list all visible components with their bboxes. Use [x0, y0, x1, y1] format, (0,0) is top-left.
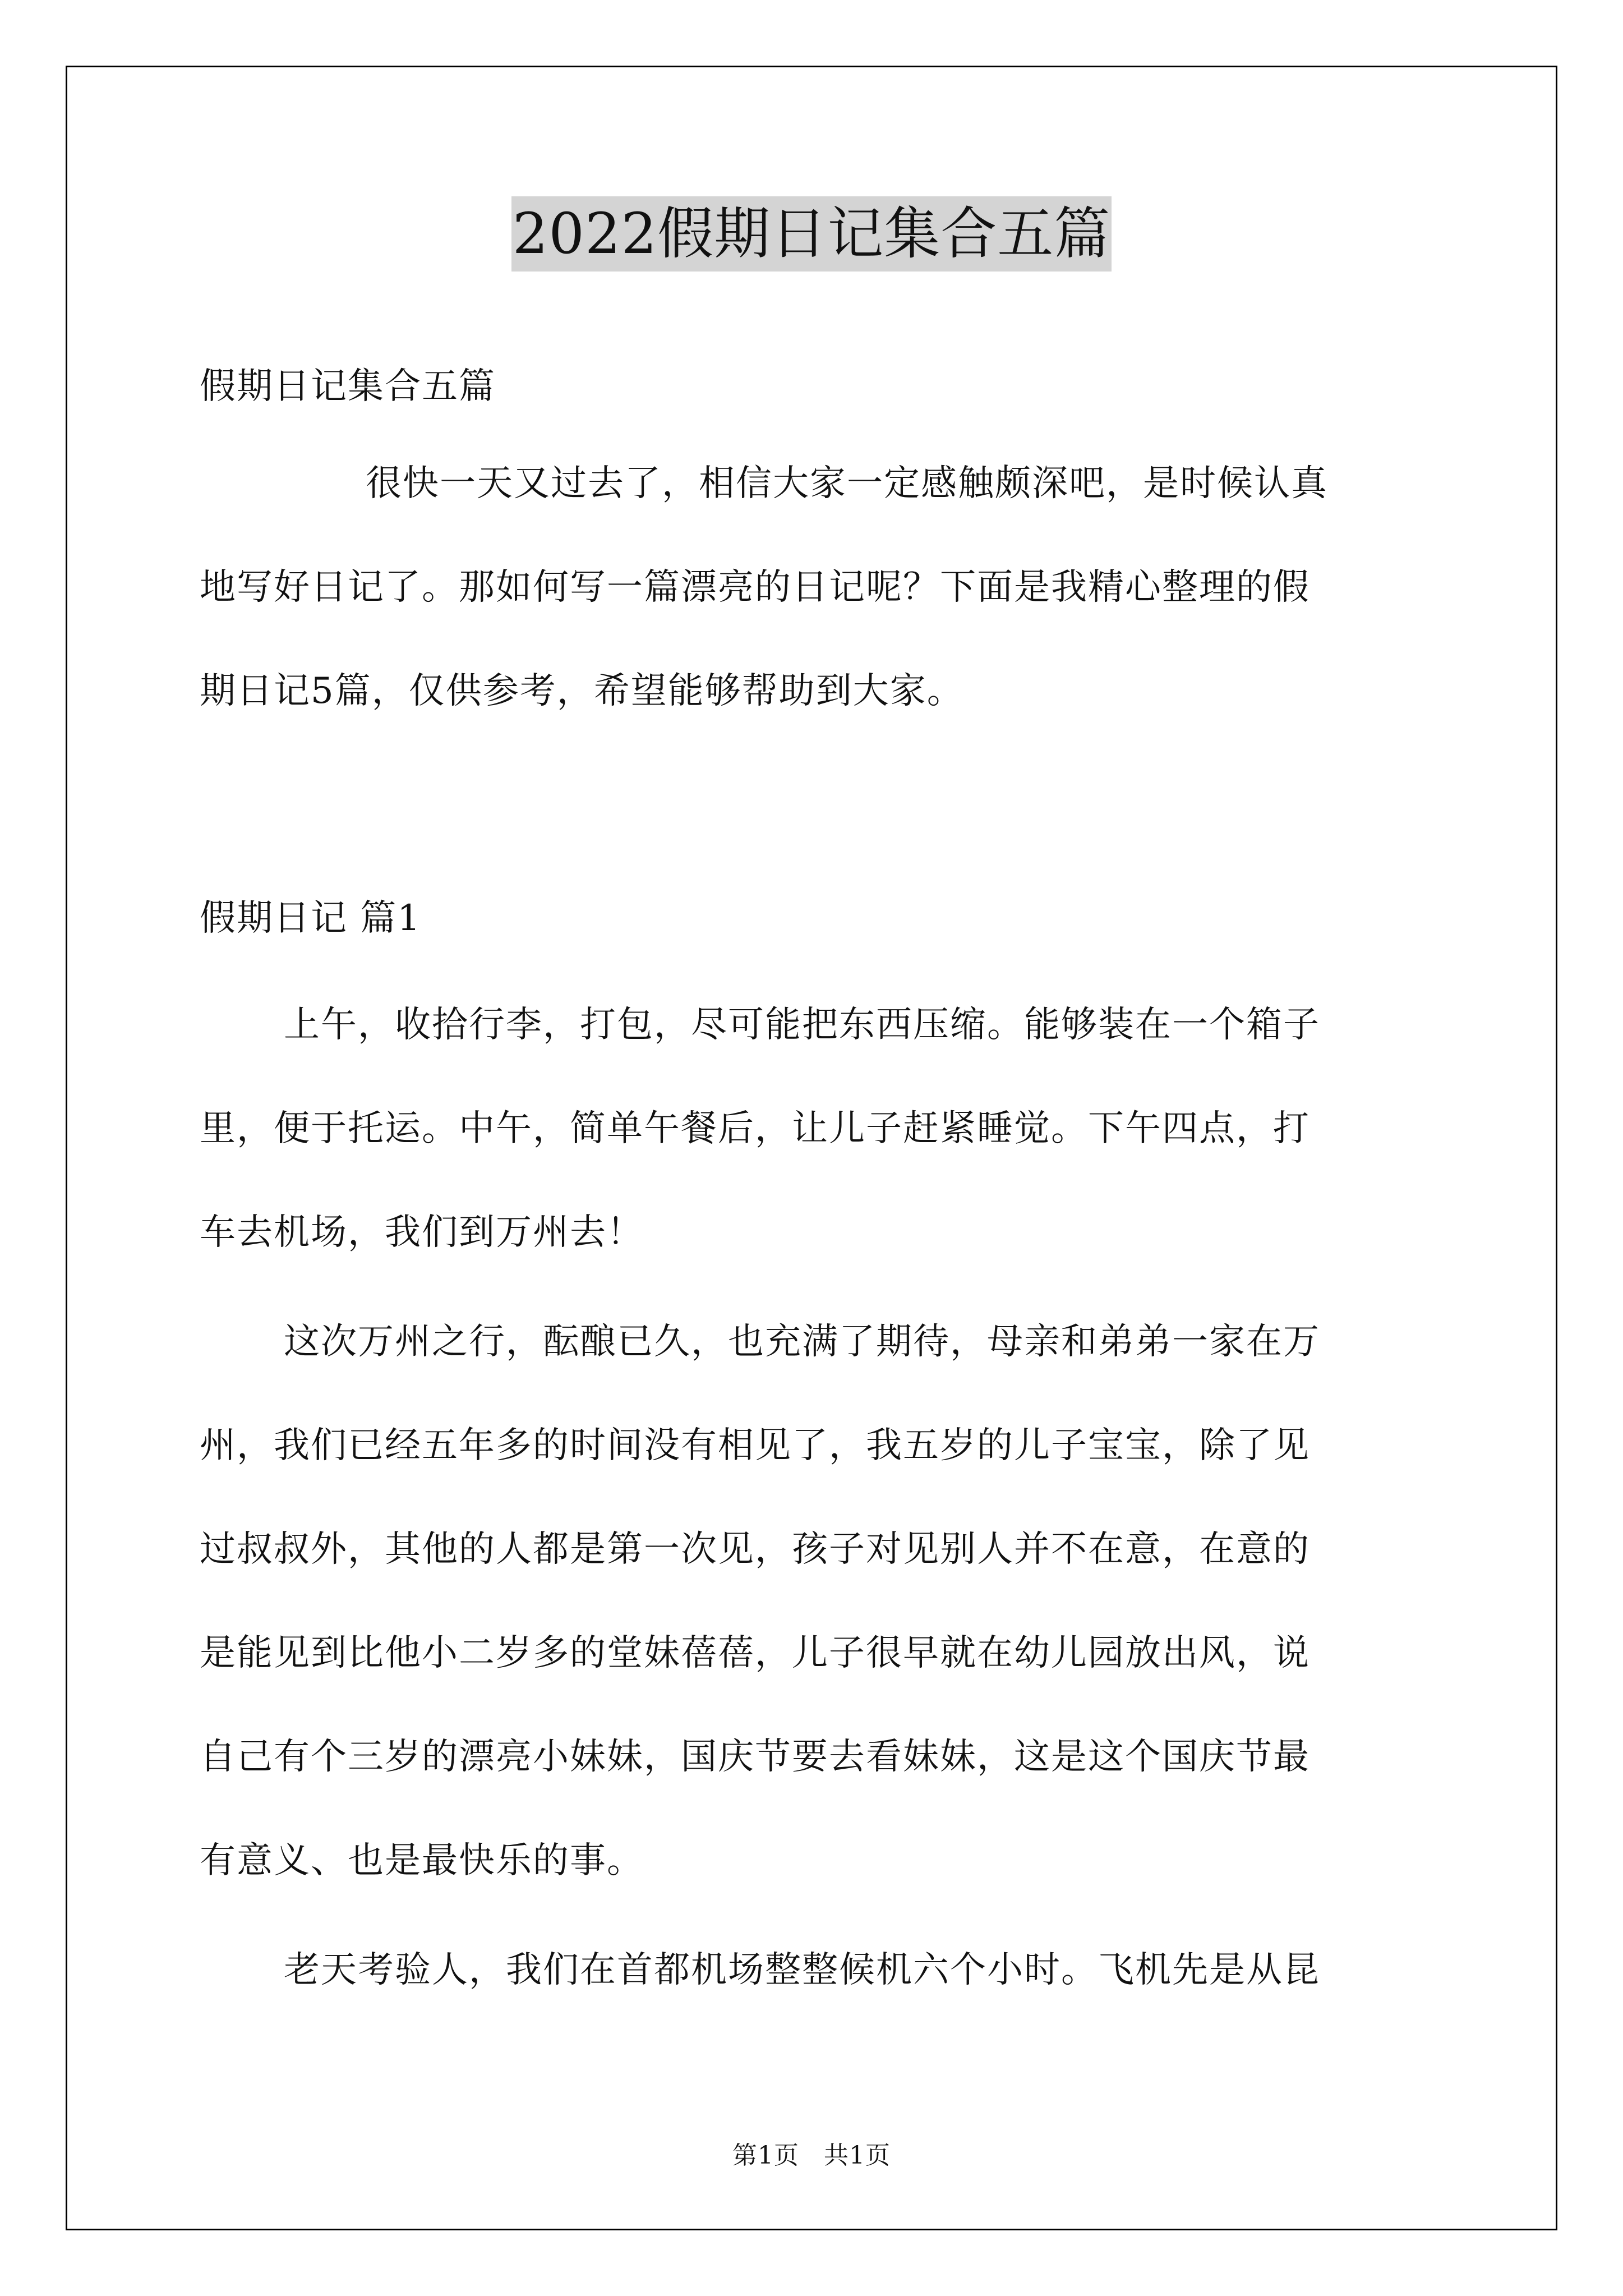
- paragraph-line: 老天考验人，我们在首都机场整整候机六个小时。飞机先是从昆: [284, 1949, 1320, 1991]
- page-number-current: 第1页: [732, 2141, 799, 2170]
- section-heading-block: [200, 867, 1422, 970]
- paragraph-line: 州，我们已经五年多的时间没有相见了，我五岁的儿子宝宝，除了见: [200, 1425, 1310, 1466]
- title-container: [0, 196, 1623, 272]
- paragraph-3: [200, 1918, 1422, 2022]
- intro-line: 期日记5篇，仅供参考，希望能够帮助到大家。: [200, 670, 964, 712]
- paragraph-1: [200, 973, 1422, 1285]
- section-heading: 假期日记 篇1: [200, 898, 422, 939]
- paragraph-line: 里，便于托运。中午，简单午餐后，让儿子赶紧睡觉。下午四点，打: [200, 1108, 1310, 1149]
- document-subtitle: 假期日记集合五篇: [200, 366, 496, 407]
- document-title: 2022假期日记集合五篇: [511, 196, 1112, 272]
- intro-paragraph: [200, 432, 1422, 743]
- intro-line: 很快一天又过去了，相信大家一定感触颇深吧，是时候认真: [366, 463, 1328, 504]
- paragraph-line: 自己有个三岁的漂亮小妹妹，国庆节要去看妹妹，这是这个国庆节最: [200, 1736, 1310, 1778]
- subtitle-block: [200, 335, 1422, 439]
- intro-line: 地写好日记了。那如何写一篇漂亮的日记呢？下面是我精心整理的假: [200, 567, 1310, 608]
- paragraph-2: [200, 1290, 1422, 1913]
- paragraph-line: 过叔叔外，其他的人都是第一次见，孩子对见别人并不在意，在意的: [200, 1529, 1310, 1570]
- paragraph-line: 这次万州之行，酝酿已久，也充满了期待，母亲和弟弟一家在万: [284, 1321, 1320, 1363]
- paragraph-line: 是能见到比他小二岁多的堂妹蓓蓓，儿子很早就在幼儿园放出风，说: [200, 1632, 1310, 1674]
- page-footer: [0, 2135, 1623, 2171]
- paragraph-line: 上午，收拾行李，打包，尽可能把东西压缩。能够装在一个箱子: [284, 1004, 1320, 1046]
- paragraph-line: 有意义、也是最快乐的事。: [200, 1840, 644, 1881]
- page-number-total: 共1页: [824, 2141, 891, 2170]
- paragraph-line: 车去机场，我们到万州去！: [200, 1212, 644, 1253]
